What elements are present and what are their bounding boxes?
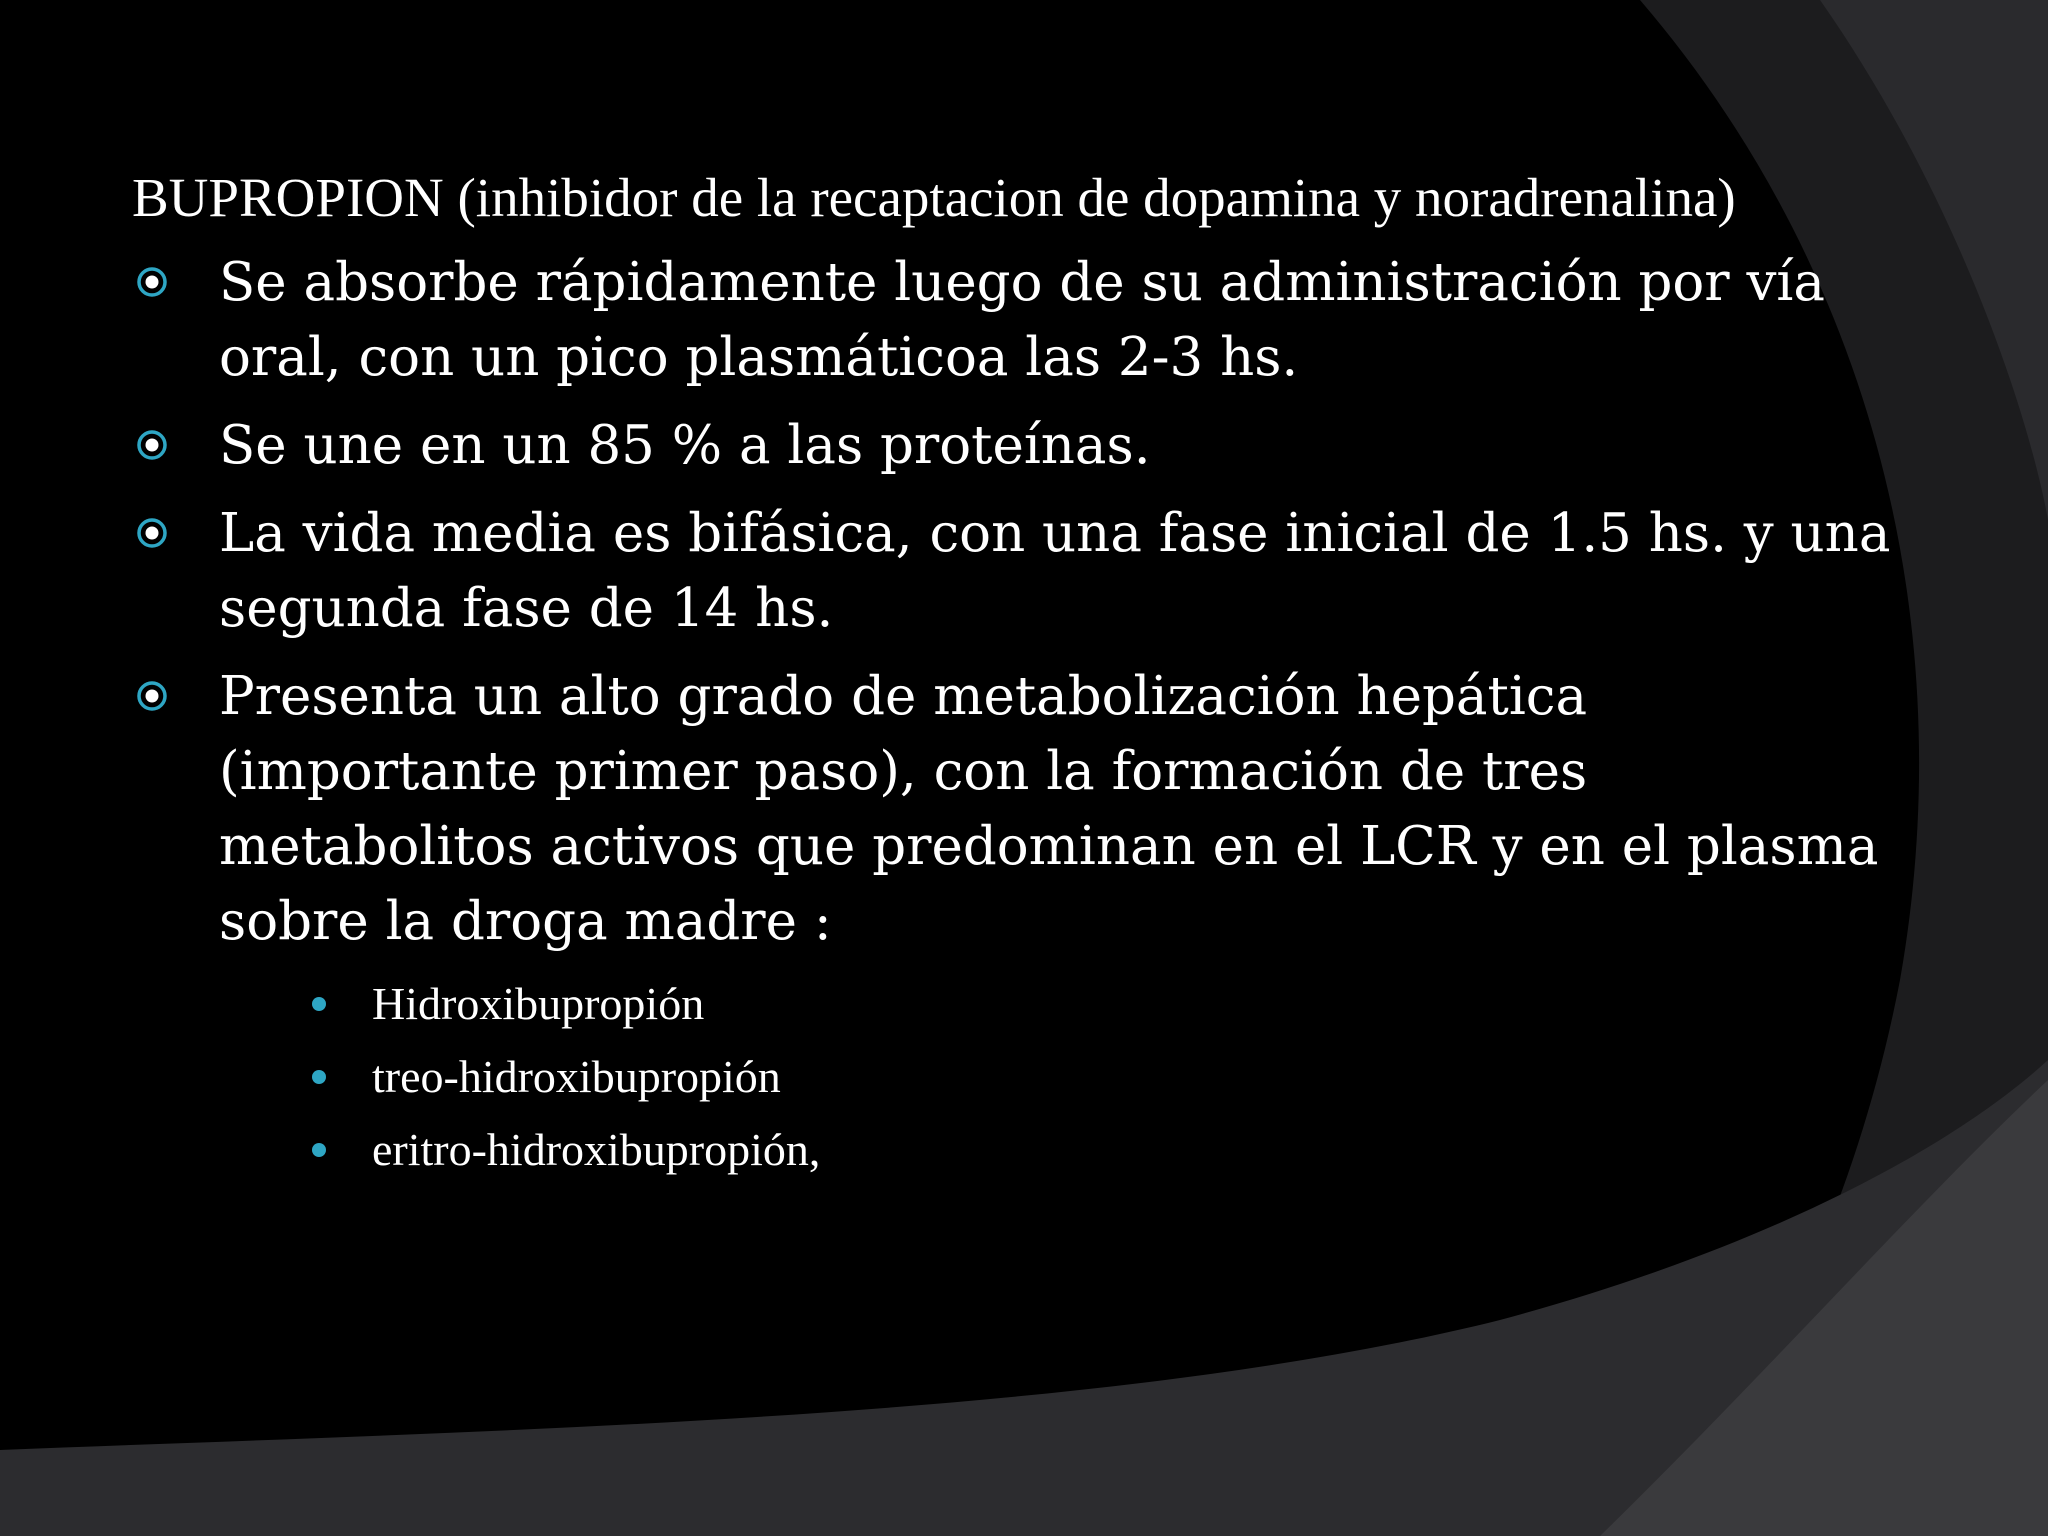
- bullet-item: [132, 245, 1892, 395]
- bullet-text: La vida media es bifásica, con una fase inicial de 1.5 hs. y una segunda fase de 14 hs.: [219, 503, 1891, 639]
- sub-bullet-text: treo-hidroxibupropión: [372, 1051, 781, 1102]
- bullet-item: [132, 659, 1892, 1186]
- dot-icon: [312, 1143, 326, 1157]
- sub-bullet-list: [219, 967, 1892, 1186]
- bullet-text: Se une en un 85 % a las proteínas.: [219, 415, 1151, 476]
- sub-bullet-item: [306, 1040, 1892, 1113]
- sub-bullet-item: [306, 967, 1892, 1040]
- intro-heading: BUPROPION (inhibidor de la recaptacion de dopamina y noradrenalina): [132, 167, 1736, 228]
- slide-content: [132, 160, 1892, 1199]
- circled-dot-icon: [136, 517, 168, 549]
- bullet-text: Presenta un alto grado de metabolización hepática (importante primer paso), con la formación de tres metabolitos activos que predominan en el LCR y en el plasma sobre la droga madre :: [219, 666, 1879, 952]
- circled-dot-icon: [136, 429, 168, 461]
- bullet-list: [132, 245, 1892, 1186]
- bullet-text: Se absorbe rápidamente luego de su administración por vía oral, con un pico plasmáticoa las 2-3 hs.: [219, 252, 1825, 388]
- sub-bullet-text: Hidroxibupropión: [372, 978, 705, 1029]
- circled-dot-icon: [136, 266, 168, 298]
- dot-icon: [312, 1070, 326, 1084]
- bullet-item: [132, 408, 1892, 483]
- sub-bullet-text: eritro-hidroxibupropión,: [372, 1124, 821, 1175]
- bullet-item: [132, 496, 1892, 646]
- dot-icon: [312, 997, 326, 1011]
- circled-dot-icon: [136, 680, 168, 712]
- sub-bullet-item: [306, 1113, 1892, 1186]
